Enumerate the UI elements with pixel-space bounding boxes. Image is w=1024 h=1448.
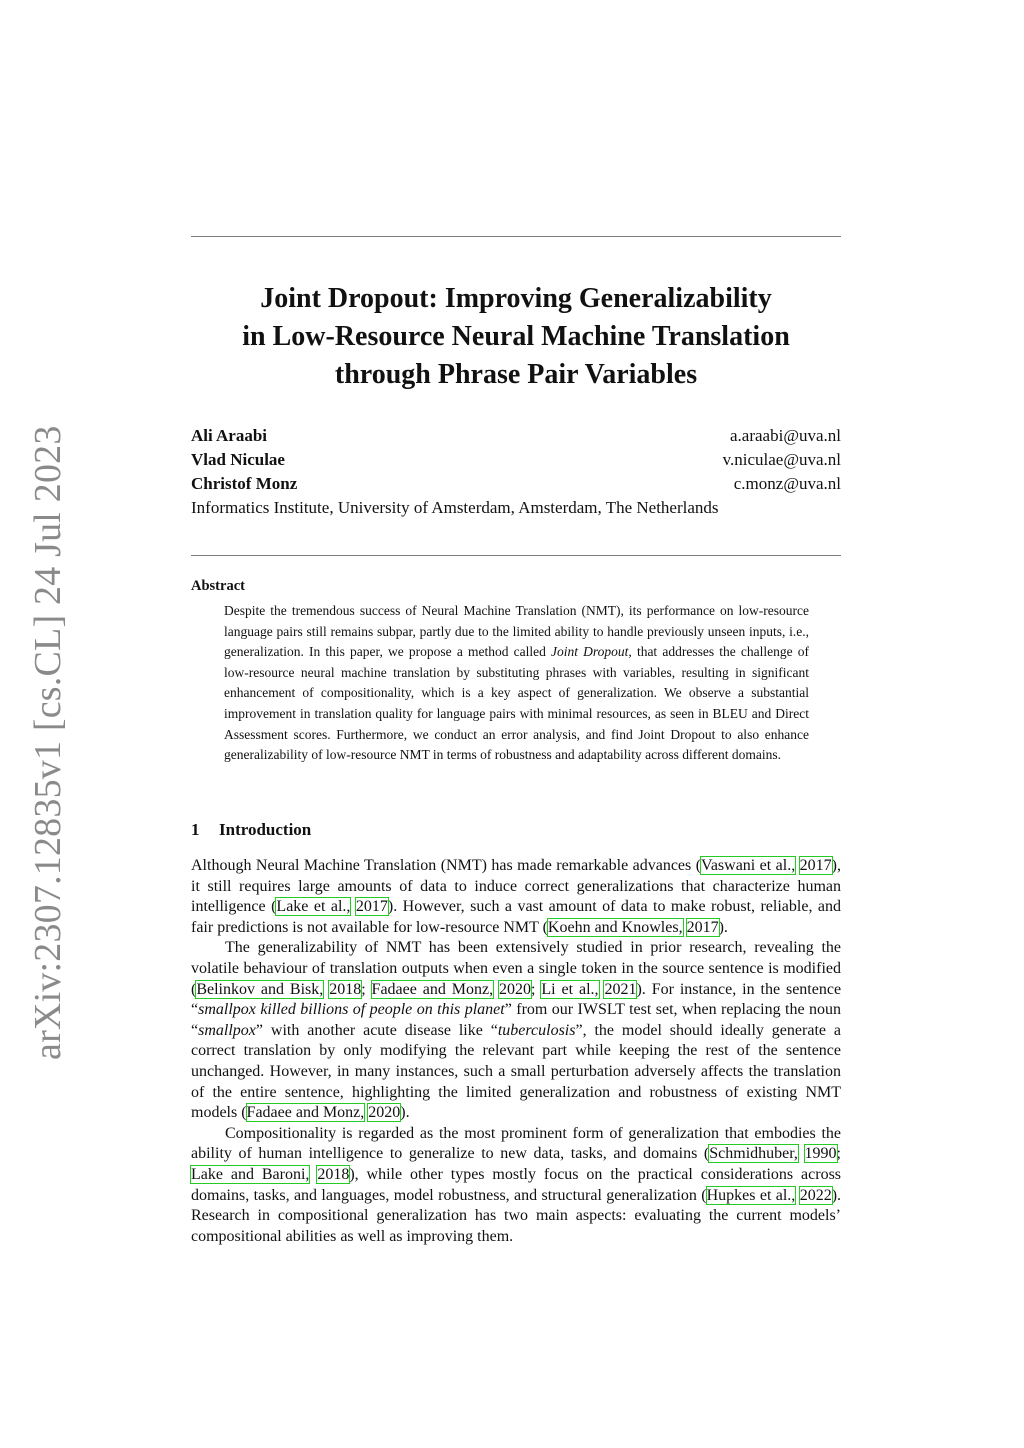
- citation-link[interactable]: Vaswani et al.,: [701, 857, 796, 874]
- citation-link[interactable]: 2020: [368, 1104, 401, 1122]
- arxiv-identifier-stamp: arXiv:2307.12835v1 [cs.CL] 24 Jul 2023: [27, 425, 69, 1060]
- author-row: [191, 472, 841, 496]
- author-email[interactable]: v.niculae@uva.nl: [722, 450, 841, 469]
- author-name: Christof Monz: [191, 474, 298, 493]
- citation-link[interactable]: Belinkov and Bisk,: [196, 980, 324, 998]
- section-number: 1: [191, 820, 200, 839]
- title-top-rule: [191, 236, 841, 237]
- section-title: Introduction: [219, 820, 312, 839]
- citation-link[interactable]: Lake et al.,: [276, 898, 351, 916]
- citation-link[interactable]: Hupkes et al.,: [706, 1186, 796, 1204]
- citation-link[interactable]: Schmidhuber,: [709, 1145, 798, 1163]
- citation-link[interactable]: 2021: [604, 980, 637, 998]
- citation-link[interactable]: 2017: [799, 857, 832, 874]
- citation-link[interactable]: 1990: [804, 1145, 837, 1163]
- introduction-body: [191, 856, 841, 1247]
- title-line: in Low-Resource Neural Machine Translation: [242, 321, 790, 352]
- citation-link[interactable]: Fadaee and Monz,: [371, 980, 494, 998]
- abstract-text: Despite the tremendous success of Neural Machine Translation (NMT), its performance on low-resource language pairs still remains subpar, partly due to the limited ability to handle previously unseen inputs, i.e., generalization. In this paper, we propose a method called Joint Dropout, that addresses the challenge of low-resource neural machine translation by substituting phrases with variables, resulting in significant enhancement of compositionality, which is a key aspect of generalization. We observe a substantial improvement in translation quality for language pairs with minimal resources, as seen in BLEU and Direct Assessment scores. Furthermore, we conduct an error analysis, and find Joint Dropout to also enhance generalizability of low-resource NMT in terms of robustness and adaptability across different domains.: [224, 603, 809, 763]
- author-email[interactable]: a.araabi@uva.nl: [730, 426, 841, 445]
- title-line: Joint Dropout: Improving Generalizability: [260, 283, 772, 314]
- author-row: [191, 448, 841, 472]
- paper-title: [191, 280, 841, 394]
- citation-link[interactable]: 2018: [317, 1165, 350, 1183]
- citation-link[interactable]: 2017: [686, 918, 719, 936]
- title-bottom-rule: [191, 555, 841, 556]
- paragraph: Although Neural Machine Translation (NMT) has made remarkable advances (Vaswani et al., 2017), it still requires large amounts of data to induce correct generalizations that characterize human intelligence (Lake et al., 2017). However, such a vast amount of data to make robust, reliable, and fair predictions is not available for low-resource NMT (Koehn and Knowles, 2017).: [191, 857, 841, 936]
- author-block: [191, 424, 841, 520]
- author-name: Ali Araabi: [191, 426, 268, 445]
- citation-link[interactable]: Lake and Baroni,: [191, 1165, 310, 1183]
- affiliation: Informatics Institute, University of Amsterdam, Amsterdam, The Netherlands: [191, 498, 719, 517]
- citation-link[interactable]: 2017: [355, 898, 388, 916]
- section-heading: [191, 820, 311, 840]
- citation-link[interactable]: 2018: [329, 980, 362, 998]
- paragraph: Compositionality is regarded as the most prominent form of generalization that embodies the ability of human intelligence to generalize to new data, tasks, and domains (Schmidhuber, 1990; Lake and Baroni, 2018), while other types mostly focus on the practical considerations across domains, tasks, and languages, model robustness, and structural generalization (Hupkes et al., 2022). Research in compositional generalization has two main aspects: evaluating the current models’ compositional abilities as well as improving them.: [191, 1124, 842, 1245]
- author-email[interactable]: c.monz@uva.nl: [733, 474, 841, 493]
- abstract-heading: Abstract: [191, 578, 245, 594]
- citation-link[interactable]: Li et al.,: [541, 980, 599, 998]
- citation-link[interactable]: Koehn and Knowles,: [547, 918, 683, 936]
- citation-link[interactable]: 2022: [799, 1186, 832, 1204]
- paragraph: The generalizability of NMT has been extensively studied in prior research, revealing the volatile behaviour of translation outputs when even a single token in the source sentence is modified (Belinkov and Bisk, 2018; Fadaee and Monz, 2020; Li et al., 2021). For instance, in the sentence “smallpox killed billions of people on this planet” from our IWSLT test set, when replacing the noun “smallpox” with another acute disease like “tuberculosis”, the model should ideally generate a correct translation by only modifying the relevant part while keeping the rest of the sentence unchanged. However, in many instances, such a small perturbation adversely affects the translation of the entire sentence, highlighting the limited generalization and robustness of existing NMT models (Fadaee and Monz, 2020).: [191, 939, 842, 1122]
- citation-link[interactable]: Fadaee and Monz,: [246, 1104, 365, 1122]
- citation-link[interactable]: 2020: [499, 980, 532, 998]
- title-line: through Phrase Pair Variables: [334, 359, 698, 390]
- author-name: Vlad Niculae: [191, 450, 285, 469]
- method-name: Joint Dropout: [551, 644, 629, 660]
- author-row: [191, 424, 841, 448]
